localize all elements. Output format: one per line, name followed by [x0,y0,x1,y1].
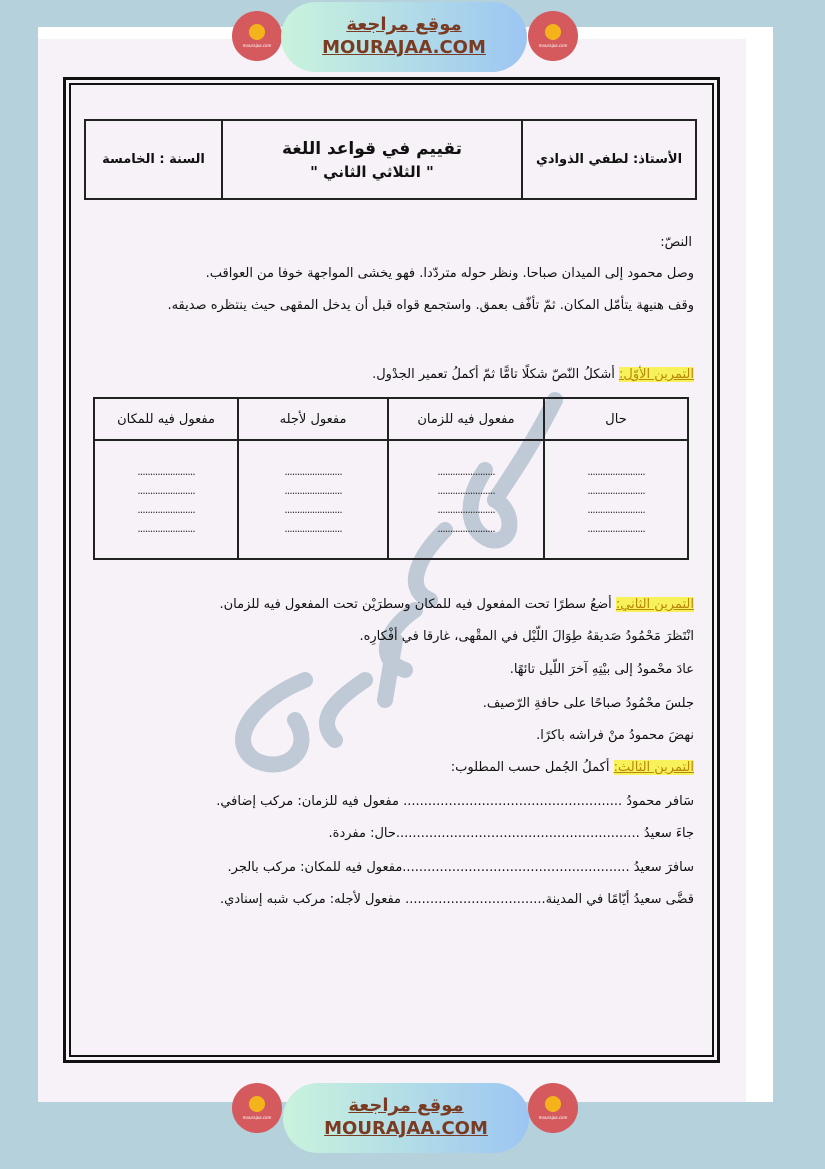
site-banner-top[interactable] [281,2,527,72]
table-header: مفعول لأجله [239,399,389,441]
exercise2-sentence: نهضَ محمودُ منْ فراشه باكرًا. [536,728,694,743]
exam-title: تقييم في قواعد اللغة [281,138,463,159]
exercise3-sentence[interactable]: سافرَ سعيدُ .......................................................مفعول فيه للمكان: مركب بالجر. [227,860,694,875]
book-icon [249,1096,265,1112]
table-header: مفعول فيه للزمان [389,399,545,441]
book-icon [249,24,265,40]
exercise2-sentence: عادَ محْمودُ إلى بيْتِهِ آخرَ اللّيل تائهًا. [509,662,694,677]
answer-cell-zaman[interactable]: ....................... ....................... ....................... ....................... [389,441,545,558]
exercise3-sentence[interactable]: جاءَ سعيدُ ...........................................................حال: مفردة. [328,826,694,841]
site-name-arabic[interactable]: موقع مراجعة [348,1095,464,1116]
exercise3-label: التمرين الثالث: [613,760,694,775]
exercise1-heading [372,367,694,382]
site-name-english[interactable]: MOURAJAA.COM [324,1118,488,1139]
site-name-arabic[interactable]: موقع مراجعة [346,14,462,35]
text-line: وقف هنيهة يتأمّل المكان. ثمّ تأفّف بعمق. واستجمع قواه قبل أن يدخل المقهى حيث ينتظره صديقه. [167,298,694,313]
exam-title-cell [223,121,523,198]
site-logo-badge[interactable]: mourajaa.com [528,11,578,61]
book-icon [545,1096,561,1112]
exercise3-instruction: أكملُ الجُمل حسب المطلوب: [450,760,610,775]
exam-subtitle: " الثلاثي الثاني " [310,162,434,181]
site-logo-badge[interactable]: mourajaa.com [232,11,282,61]
site-name-english[interactable]: MOURAJAA.COM [322,37,486,58]
exercise2-instruction: أضعُ سطرًا تحت المفعول فيه للمكان وسطرَيْن تحت المفعول فيه للزمان. [219,597,612,612]
exercise1-table [93,397,689,560]
site-logo-badge[interactable]: mourajaa.com [232,1083,282,1133]
answer-cell-makan[interactable]: ....................... ....................... ....................... ....................... [95,441,239,558]
answer-cell-liajlih[interactable]: ....................... ....................... ....................... ....................... [239,441,389,558]
school-year [86,121,223,198]
answer-cell-hal[interactable]: ....................... ....................... ....................... ....................... [587,464,645,535]
page-border-inner [69,83,714,1057]
teacher-name: الأستاذ: لطفي الذوادي [535,152,683,167]
exercise1-instruction: أشكلُ النّصّ شكلًا تامًّا ثمّ أكملُ تعمير الجدْول. [372,367,615,382]
header-table [84,119,697,200]
teacher-name-cell [523,121,695,198]
text-line: وصل محمود إلى الميدان صباحا. ونظر حوله متردّدا. فهو يخشى المواجهة خوفا من العواقب. [205,266,694,281]
book-icon [545,24,561,40]
table-header: مفعول فيه للمكان [95,399,239,441]
site-logo-badge[interactable]: mourajaa.com [528,1083,578,1133]
exercise2-heading [220,597,695,612]
exercise3-sentence[interactable]: سَافر محمودُ ..................................................... مفعول فيه للزمان: مركب إضافي. [216,794,694,809]
exercise1-label: التمرين الأوّل: [619,367,694,382]
text-label: النصّ: [660,235,692,250]
exercise2-sentence: جلسَ محْمُودُ صباحًا على حافةِ الرّصيف. [482,696,694,711]
school-year-label: السنة : الخامسة [102,152,205,167]
exercise2-label: التمرين الثاني: [615,597,694,612]
exercise3-heading [451,760,694,775]
exercise3-sentence[interactable]: قضَّى سعيدُ أيّامًا في المدينة.................................. مفعول لأجله: مركب شبه إسنادي. [220,892,694,907]
site-banner-bottom[interactable] [283,1083,529,1153]
table-header: حال [545,399,687,441]
exercise2-sentence: انْتَظرَ مَحْمُودُ صَديقهُ طِوَالَ اللّيْل في المقْهى، غارقا في أفْكارِه. [359,629,694,644]
